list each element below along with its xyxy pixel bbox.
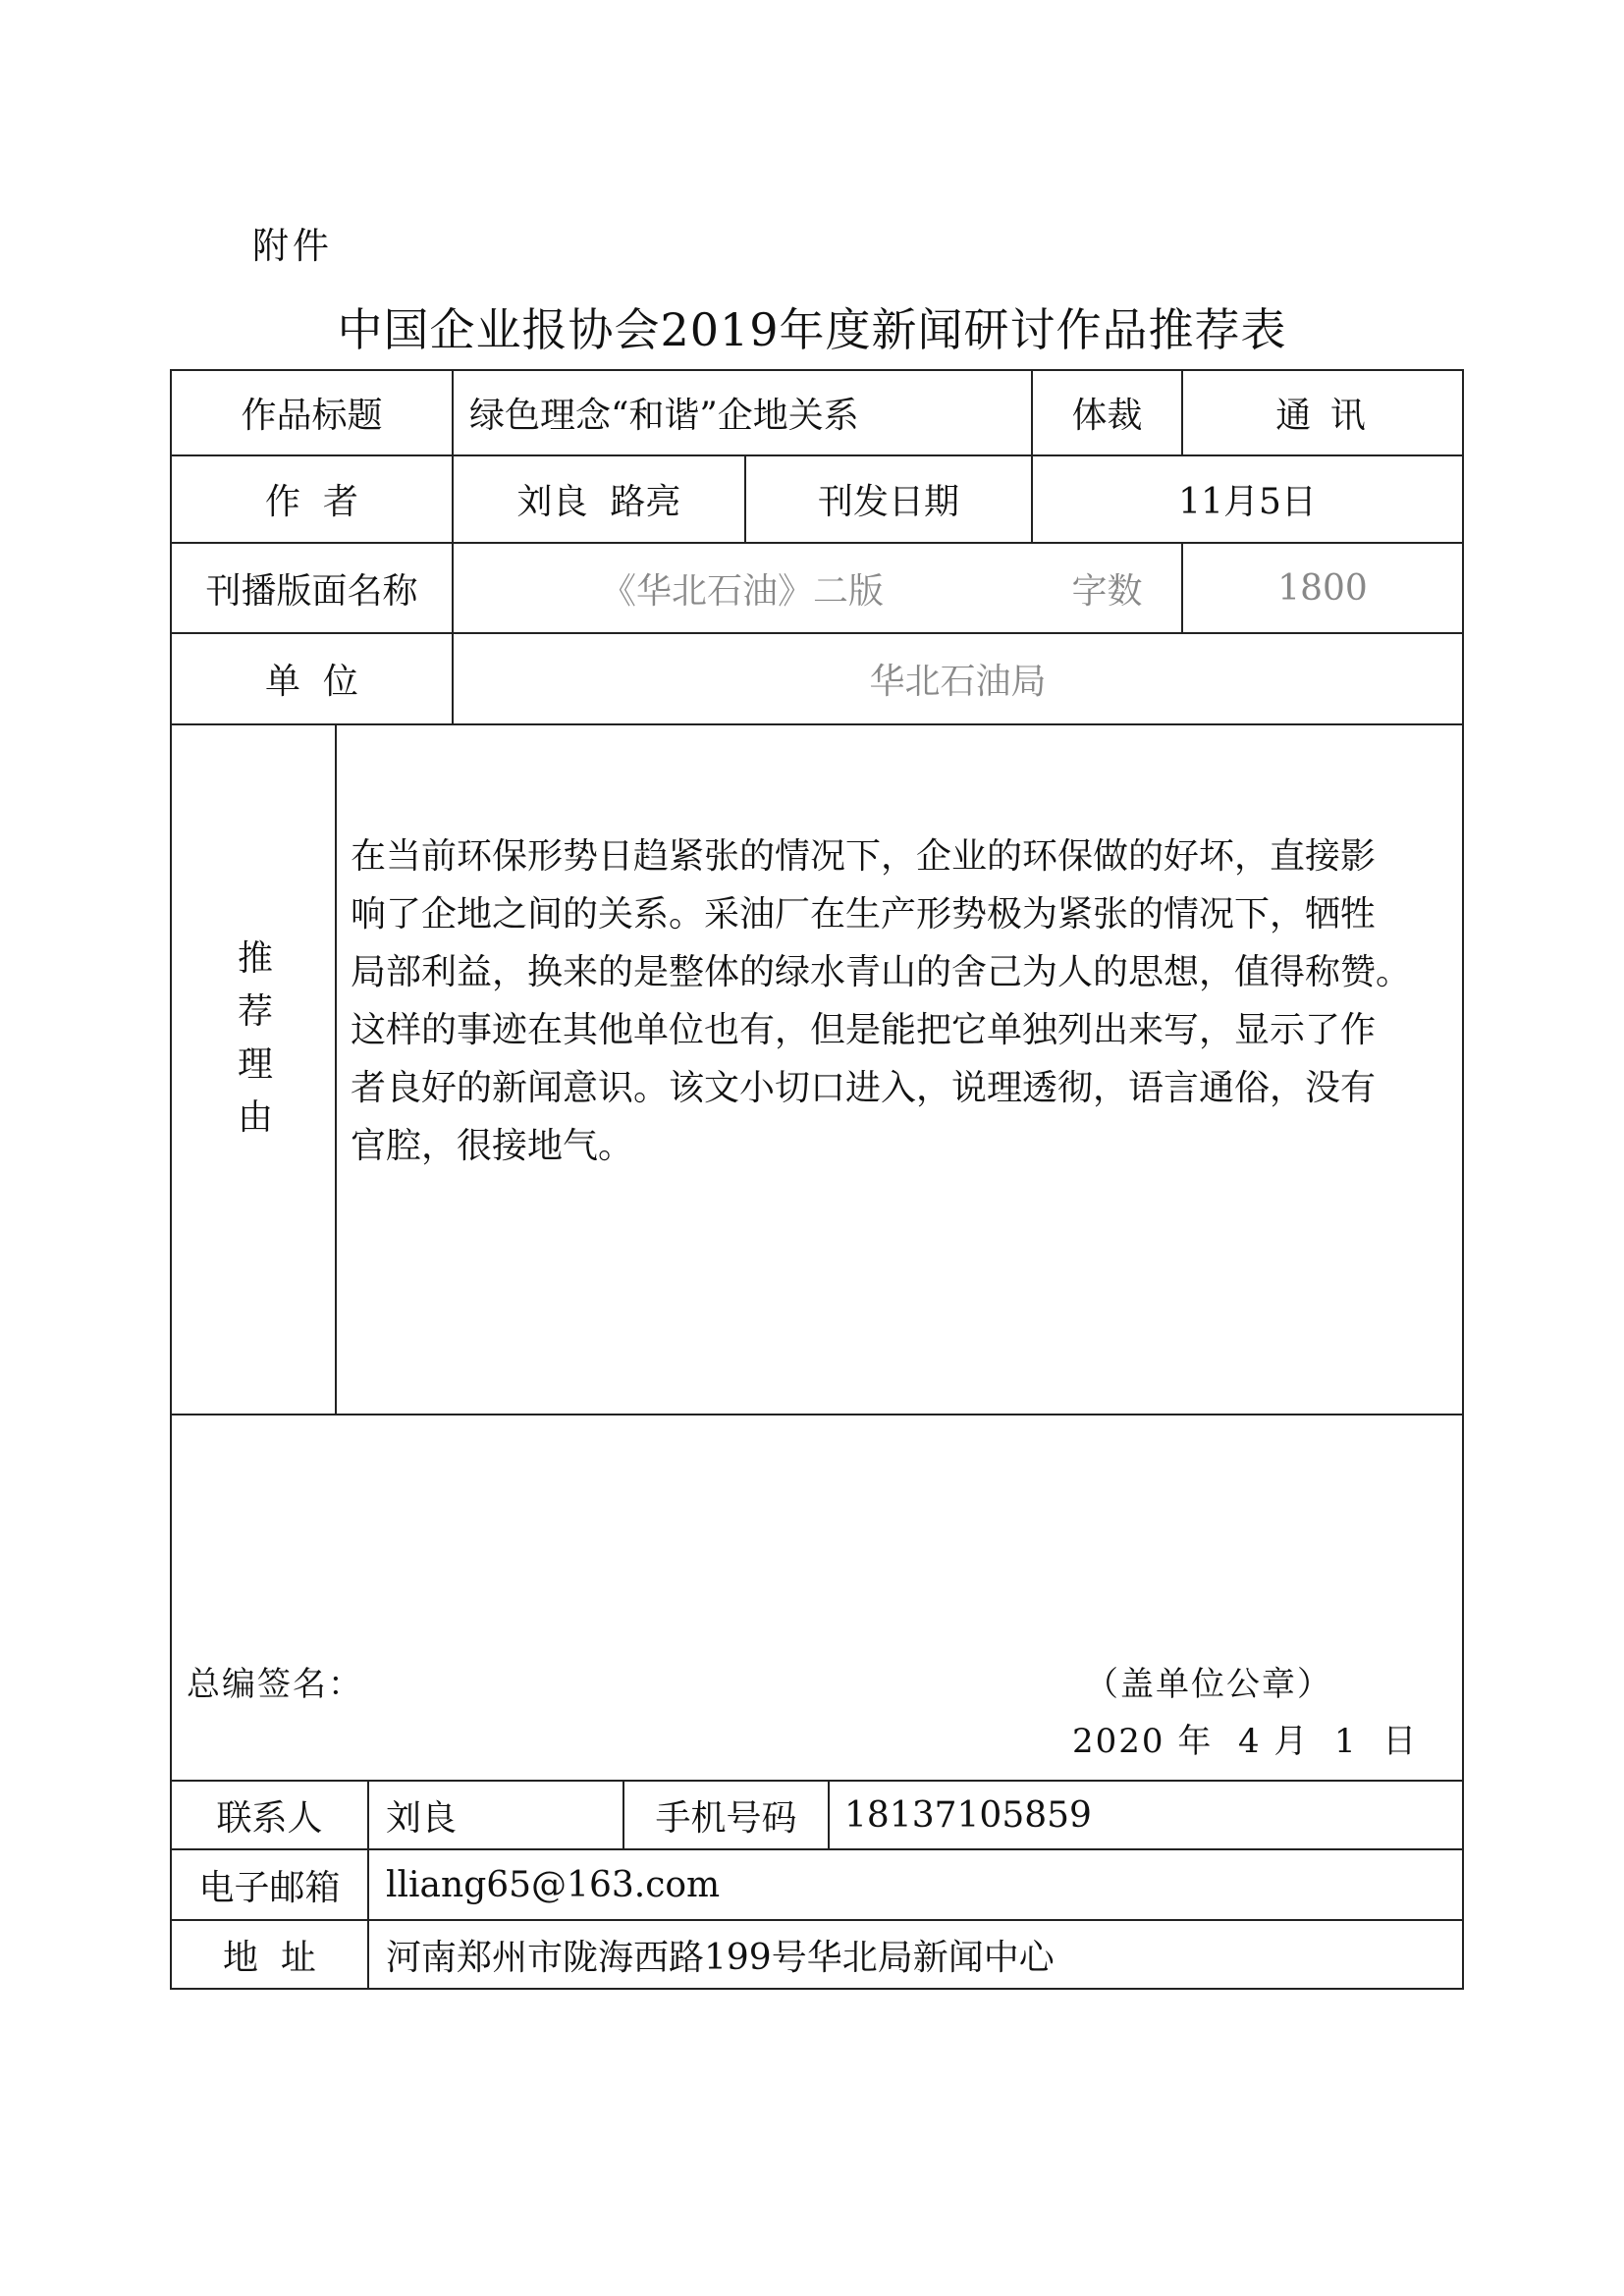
author-label: 作 者 <box>265 482 358 522</box>
publish-date-value: 11月5日 <box>1178 482 1317 522</box>
phone-label: 手机号码 <box>655 1797 797 1839</box>
table-row-divider <box>170 723 1464 725</box>
email-label: 电子邮箱 <box>198 1867 341 1908</box>
unit-value: 华北石油局 <box>869 662 1047 702</box>
column-divider <box>335 723 337 1415</box>
signature-date: 2020 年 4 月 1 日 <box>1072 1722 1419 1761</box>
phone-value: 18137105859 <box>844 1794 1092 1836</box>
edition-value: 《华北石油》二版 <box>600 570 884 612</box>
word-count-value: 1800 <box>1277 567 1368 609</box>
form-title: 中国企业报协会2019年度新闻研讨作品推荐表 <box>337 303 1287 356</box>
unit-label: 单 位 <box>265 662 358 702</box>
column-divider <box>367 1780 369 1989</box>
reason-text: 在当前环保形势日趋紧张的情况下，企业的环保做的好坏，直接影 响了企地之间的关系。采油厂在生产形势极为紧张的情况下，牺牲 局部利益，换来的是整体的绿水青山的舍己为人的思想，值得称赞。 这样的事迹在其他单位也有，但是能把它单独列出来写，显示了作 者良好的新闻意识。该文小切口进入，说理透彻，语言通俗，没有 官腔，很接地气。 <box>351 836 1412 1166</box>
address-value: 河南郑州市陇海西路199号华北局新闻中心 <box>386 1937 1055 1978</box>
genre-value: 通 讯 <box>1275 396 1370 436</box>
publish-date-label: 刊发日期 <box>817 482 959 522</box>
attachment-label: 附件 <box>252 225 333 267</box>
column-divider <box>828 1780 830 1849</box>
unit-seal-note: （盖单位公章） <box>1085 1665 1332 1704</box>
title-value: 绿色理念“和谐”企地关系 <box>469 396 859 436</box>
table-border-right <box>1462 369 1464 1990</box>
reason-label: 推 荐 理 由 <box>237 938 273 1138</box>
title-label: 作品标题 <box>241 396 383 436</box>
table-border-bottom <box>170 1988 1464 1990</box>
editor-signature-label: 总编签名： <box>187 1665 363 1704</box>
genre-label: 体裁 <box>1071 396 1143 436</box>
word-count-label: 字数 <box>1071 570 1143 612</box>
author-value: 刘良 路亮 <box>516 482 681 522</box>
contact-person-label: 联系人 <box>216 1797 323 1839</box>
address-label: 地 址 <box>223 1937 316 1978</box>
email-value: lliang65@163.com <box>386 1864 721 1905</box>
contact-person-value: 刘良 <box>386 1797 458 1839</box>
edition-label: 刊播版面名称 <box>205 570 418 612</box>
table-row-divider <box>170 1414 1464 1415</box>
